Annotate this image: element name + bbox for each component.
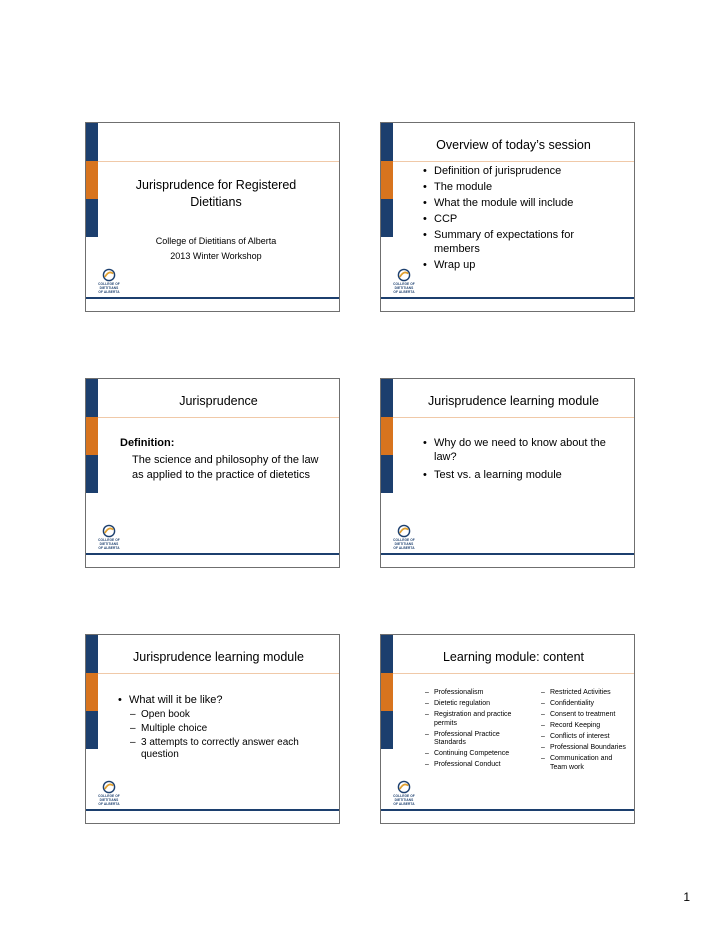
logo-text: OF ALBERTA [98,802,120,806]
logo-text: OF ALBERTA [393,546,415,550]
list-item: – Professional Boundaries [541,744,631,753]
list-item: • The module [423,180,622,194]
logo [90,268,128,294]
logo-text: OF ALBERTA [393,290,415,294]
slide-title: Overview of today’s session [436,138,591,152]
org-name: College of Dietitians of Alberta [155,236,277,246]
list-item [118,693,327,761]
slide-title: Jurisprudence learning module [428,394,599,408]
divider [393,673,634,674]
footer-rule [381,809,634,811]
logo [385,524,423,550]
event-name: 2013 Winter Workshop [170,251,262,261]
slide-5 [85,634,340,824]
logo [385,268,423,294]
slide-2 [380,122,635,312]
footer-rule [381,553,634,555]
divider [98,673,339,674]
logo [90,524,128,550]
accent-bar [86,455,98,493]
bullet-list [118,693,327,763]
accent-bar [381,711,393,749]
accent-bar [381,417,393,455]
logo-text: COLLEGE OF DIETITIANS [98,282,120,290]
divider [393,417,634,418]
logo-mark-icon [102,780,116,794]
footer-rule [86,297,339,299]
bullet-list [423,436,620,484]
slide-4 [380,378,635,568]
list-item: • Wrap up [423,258,622,272]
accent-bar [86,199,98,237]
sub-list [129,709,327,761]
accent-bar [381,379,393,417]
sub-list-item: – Open book [129,709,327,721]
list-item: • Why do we need to know about the law? [423,436,620,464]
accent-bar [86,711,98,749]
logo [385,780,423,806]
accent-bar [86,635,98,673]
bullet-list [423,164,622,274]
list-item: • What the module will include [423,196,622,210]
logo-mark-icon [102,524,116,538]
slide-1 [85,122,340,312]
divider [98,161,339,162]
sub-list-item: – 3 attempts to correctly answer each question [129,737,327,761]
list-item: – Confidentiality [541,700,631,709]
content-list-left [425,689,523,772]
accent-bar [86,673,98,711]
logo-text: OF ALBERTA [98,546,120,550]
list-item: – Professionalism [425,689,523,698]
logo-mark-icon [102,268,116,282]
slide-title: Jurisprudence [179,394,258,408]
footer-rule [86,809,339,811]
accent-bar [381,199,393,237]
list-item: – Professional Conduct [425,761,523,770]
slide-title: Jurisprudence for Registered Dietitians [135,178,297,209]
accent-bar [381,673,393,711]
logo-mark-icon [397,524,411,538]
list-item: – Record Keeping [541,722,631,731]
page-number: 1 [683,890,690,904]
accent-bar [86,161,98,199]
logo-text: COLLEGE OF DIETITIANS [393,282,415,290]
accent-bar [86,379,98,417]
content-list-right [541,689,631,775]
list-item: • Summary of expectations for members [423,228,622,256]
list-item: • Definition of jurisprudence [423,164,622,178]
accent-bar [381,455,393,493]
list-item: – Dietetic regulation [425,700,523,709]
list-item: – Professional Practice Standards [425,731,523,748]
slide-title: Jurisprudence learning module [133,650,304,664]
logo-mark-icon [397,268,411,282]
list-item: – Continuing Competence [425,750,523,759]
footer-rule [381,297,634,299]
accent-bar [381,161,393,199]
definition-text: The science and philosophy of the law as applied to the practice of dietetics [132,454,319,481]
logo-text: COLLEGE OF DIETITIANS [98,538,120,546]
logo-text: COLLEGE OF DIETITIANS [393,538,415,546]
definition-label: Definition: [120,437,175,449]
slide-title: Learning module: content [442,650,585,664]
accent-bar [86,123,98,161]
footer-rule [86,553,339,555]
list-item-label: What will it be like? [129,694,223,706]
list-item: • CCP [423,212,622,226]
list-item: – Registration and practice permits [425,711,523,728]
slide-3 [85,378,340,568]
list-item: – Restricted Activities [541,689,631,698]
logo-mark-icon [397,780,411,794]
logo-text: OF ALBERTA [98,290,120,294]
logo [90,780,128,806]
divider [393,161,634,162]
accent-bar [86,417,98,455]
list-item: – Consent to treatment [541,711,631,720]
logo-text: COLLEGE OF DIETITIANS [98,794,120,802]
accent-bar [381,635,393,673]
slide-6 [380,634,635,824]
sub-list-item: – Multiple choice [129,723,327,735]
divider [98,417,339,418]
accent-bar [381,123,393,161]
list-item: • Test vs. a learning module [423,468,620,482]
list-item: – Conflicts of interest [541,733,631,742]
logo-text: OF ALBERTA [393,802,415,806]
list-item: – Communication and Team work [541,755,631,772]
logo-text: COLLEGE OF DIETITIANS [393,794,415,802]
